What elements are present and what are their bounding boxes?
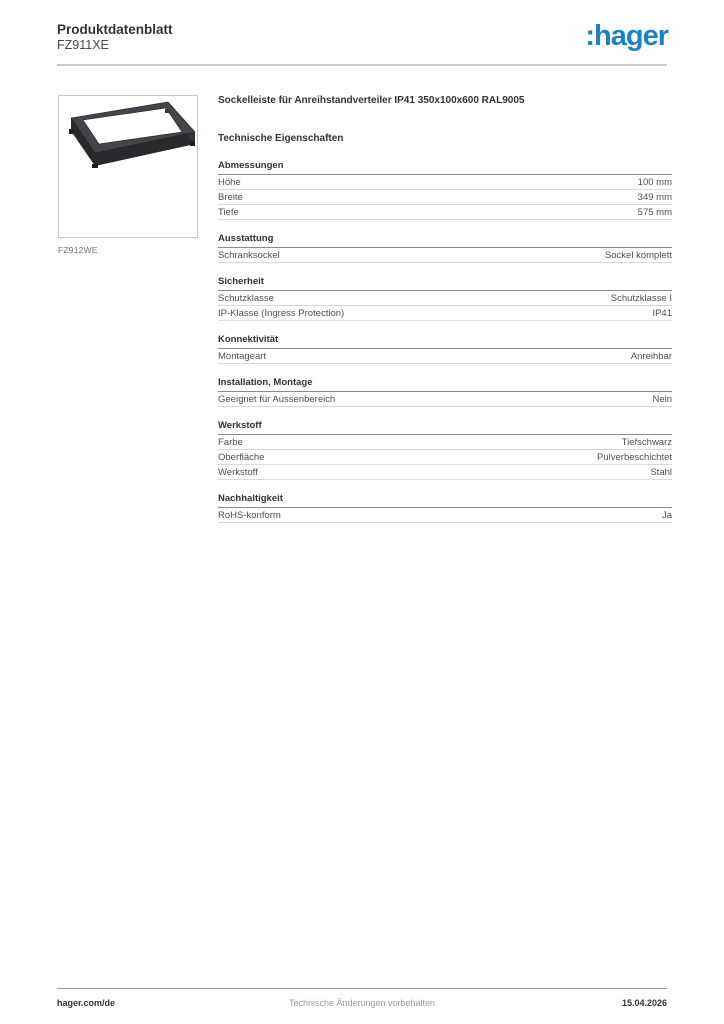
spec-value: Tiefschwarz (621, 437, 672, 448)
specs-heading: Technische Eigenschaften (218, 133, 344, 144)
spec-value: Sockel komplett (604, 250, 672, 261)
spec-value: Nein (652, 394, 672, 405)
spec-label: Oberfläche (218, 452, 265, 463)
specs-column (218, 95, 672, 523)
spec-section-title: Ausstattung (218, 233, 672, 248)
spec-section (218, 377, 672, 407)
footer-notice: Technische Änderungen vorbehalten (288, 998, 436, 1008)
spec-section-title: Nachhaltigkeit (218, 493, 672, 508)
spec-section (218, 420, 672, 480)
spec-row (218, 291, 672, 306)
spec-label: Schutzklasse (218, 293, 274, 304)
spec-label: RoHS-konform (218, 510, 281, 521)
spec-row (218, 248, 672, 263)
footer-website-link[interactable]: hager.com/de (57, 998, 116, 1008)
spec-label: Schranksockel (218, 250, 280, 261)
spec-row (218, 465, 672, 480)
spec-section-title: Konnektivität (218, 334, 672, 349)
spec-row (218, 175, 672, 190)
spec-value: 100 mm (637, 177, 672, 188)
spec-value: Anreihbar (630, 351, 672, 362)
spec-row (218, 508, 672, 523)
spec-value: Stahl (650, 467, 672, 478)
spec-label: Werkstoff (218, 467, 258, 478)
spec-row (218, 349, 672, 364)
footer-date: 15.04.2026 (621, 998, 667, 1008)
spec-row (218, 392, 672, 407)
spec-label: IP-Klasse (Ingress Protection) (218, 308, 345, 319)
spec-value: Schutzklasse I (610, 293, 672, 304)
spec-label: Breite (218, 192, 243, 203)
product-title: Sockelleiste für Anreihstandverteiler IP41 350x100x600 RAL9005 (218, 95, 525, 106)
product-image-caption: FZ912WE (58, 245, 98, 255)
product-image-box (58, 95, 198, 238)
spec-section-title: Sicherheit (218, 276, 672, 291)
spec-section-title: Abmessungen (218, 160, 672, 175)
header-titles (57, 22, 173, 53)
hager-logo: :hager (585, 20, 668, 52)
spec-section-title: Werkstoff (218, 420, 672, 435)
header-divider (57, 64, 667, 66)
spec-row (218, 450, 672, 465)
spec-value: Ja (661, 510, 672, 521)
spec-row (218, 190, 672, 205)
spec-section-title: Installation, Montage (218, 377, 672, 392)
product-image-column (58, 95, 198, 255)
spec-label: Farbe (218, 437, 243, 448)
product-reference: FZ911XE (57, 38, 109, 52)
spec-row (218, 435, 672, 450)
spec-label: Tiefe (218, 207, 239, 218)
spec-label: Montageart (218, 351, 267, 362)
spec-value: Pulverbeschichtet (597, 452, 672, 463)
spec-section (218, 233, 672, 263)
footer (57, 988, 667, 1008)
spec-section (218, 493, 672, 523)
spec-value: 349 mm (637, 192, 672, 203)
spec-section (218, 334, 672, 364)
spec-section (218, 160, 672, 220)
spec-row (218, 306, 672, 321)
spec-value: IP41 (652, 308, 672, 319)
spec-label: Höhe (218, 177, 241, 188)
header (57, 22, 668, 53)
socket-frame-illustration (59, 96, 197, 237)
spec-value: 575 mm (637, 207, 672, 218)
spec-row (218, 205, 672, 220)
spec-section (218, 276, 672, 321)
spec-label: Geeignet für Aussenbereich (218, 394, 336, 405)
doc-type-title: Produktdatenblatt (57, 22, 173, 37)
spec-sections (218, 160, 672, 523)
